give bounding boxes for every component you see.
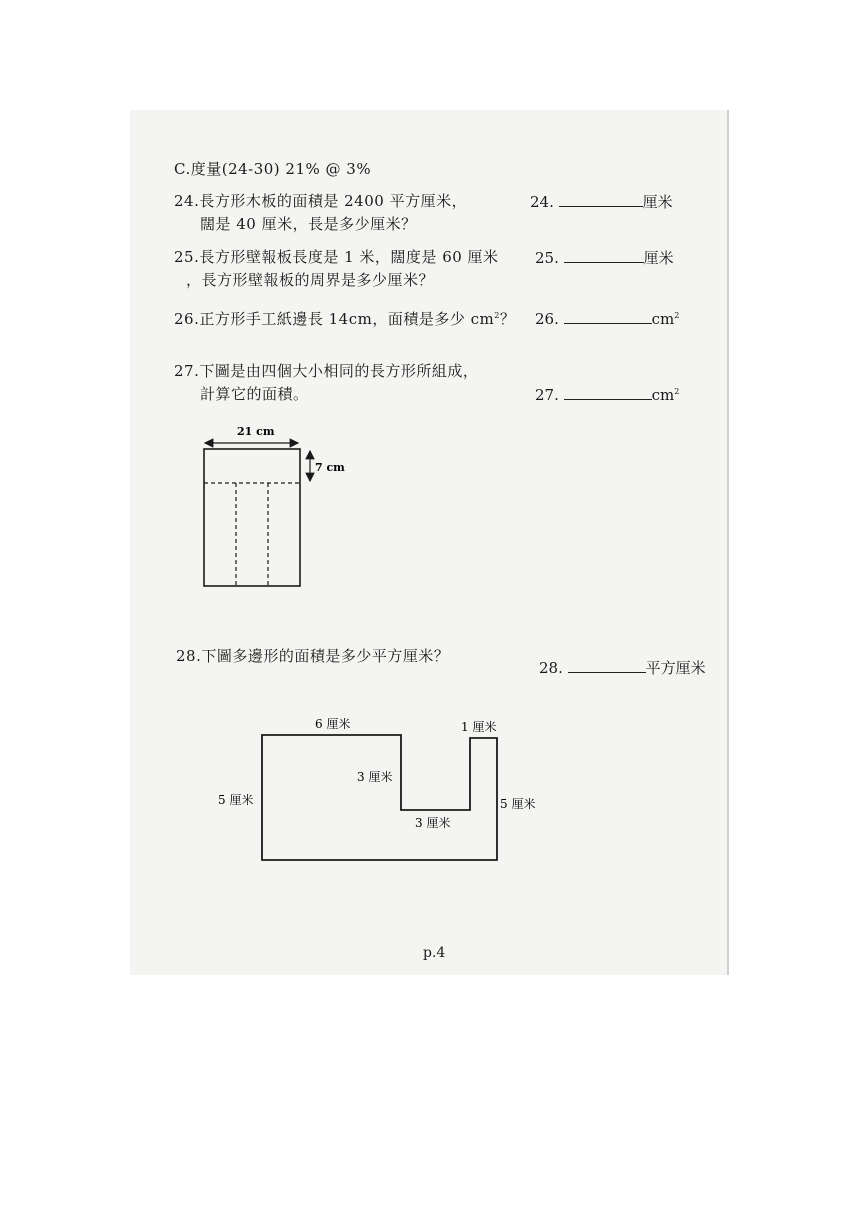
- q26-answer: [535, 309, 679, 328]
- q26-answer-unit: cm: [651, 310, 675, 328]
- q27-answer-superscript: 2: [674, 387, 680, 396]
- q26-superscript: 2: [494, 311, 500, 320]
- q28-answer-blank[interactable]: [568, 658, 646, 673]
- fig28-inner-bottom-label: 3 厘米: [415, 816, 451, 830]
- q26-answer-number: 26.: [535, 310, 559, 328]
- figure-27-rectangles: [190, 415, 390, 595]
- q28-line1: 28.下圖多邊形的面積是多少平方厘米？: [176, 647, 450, 665]
- q24-answer-number: 24.: [530, 193, 554, 211]
- q26-text: 26.正方形手工紙邊長 14cm，面積是多少 cm: [174, 310, 495, 328]
- q25-answer-number: 25.: [535, 249, 559, 267]
- figure-28-polygon: [210, 710, 570, 880]
- fig28-left-label: 5 厘米: [218, 793, 254, 807]
- q25-line1: 25.長方形壁報板長度是 1 米，闊度是 60 厘米: [174, 248, 499, 266]
- q26-question-mark: ？: [499, 310, 516, 328]
- fig28-inner-left-label: 3 厘米: [357, 770, 393, 784]
- fig28-polygon-outline: [262, 735, 497, 860]
- fig27-outer-rectangle: [204, 449, 300, 586]
- fig27-height-label: 7 cm: [315, 461, 345, 474]
- q25-answer: [535, 247, 674, 268]
- q26-line1: [174, 308, 515, 329]
- q25-answer-blank[interactable]: [564, 248, 644, 263]
- q27-answer-number: 27.: [535, 386, 559, 404]
- q24-answer: [530, 191, 673, 212]
- fig28-top-right-label: 1 厘米: [461, 720, 497, 734]
- fig27-width-label: 21 cm: [237, 425, 275, 438]
- q24-line1: 24.長方形木板的面積是 2400 平方厘米，: [174, 192, 468, 210]
- q24-line2: 闊是 40 厘米，長是多少厘米？: [200, 215, 417, 233]
- q28-answer-number: 28.: [539, 659, 563, 677]
- q24-answer-unit: 厘米: [642, 193, 673, 211]
- fig28-right-label: 5 厘米: [500, 797, 536, 811]
- q26-answer-superscript: 2: [674, 311, 680, 320]
- worksheet-page: [130, 110, 729, 975]
- q27-line1: 27.下圖是由四個大小相同的長方形所組成，: [174, 362, 479, 380]
- q27-answer-unit: cm: [651, 386, 675, 404]
- q27-line2: 計算它的面積。: [200, 385, 309, 403]
- q28-answer-unit: 平方厘米: [645, 659, 706, 677]
- q28-answer: [539, 657, 706, 678]
- q25-answer-unit: 厘米: [643, 249, 674, 267]
- page-number: p.4: [423, 945, 446, 961]
- q25-line2: ，長方形壁報板的周界是多少厘米？: [186, 271, 435, 289]
- q27-answer: [535, 385, 679, 404]
- section-header: C.度量(24-30) 21% @ 3%: [174, 160, 372, 178]
- q24-answer-blank[interactable]: [559, 192, 643, 207]
- q27-answer-blank[interactable]: [564, 385, 652, 400]
- fig28-top-left-label: 6 厘米: [315, 717, 351, 731]
- q26-answer-blank[interactable]: [564, 309, 652, 324]
